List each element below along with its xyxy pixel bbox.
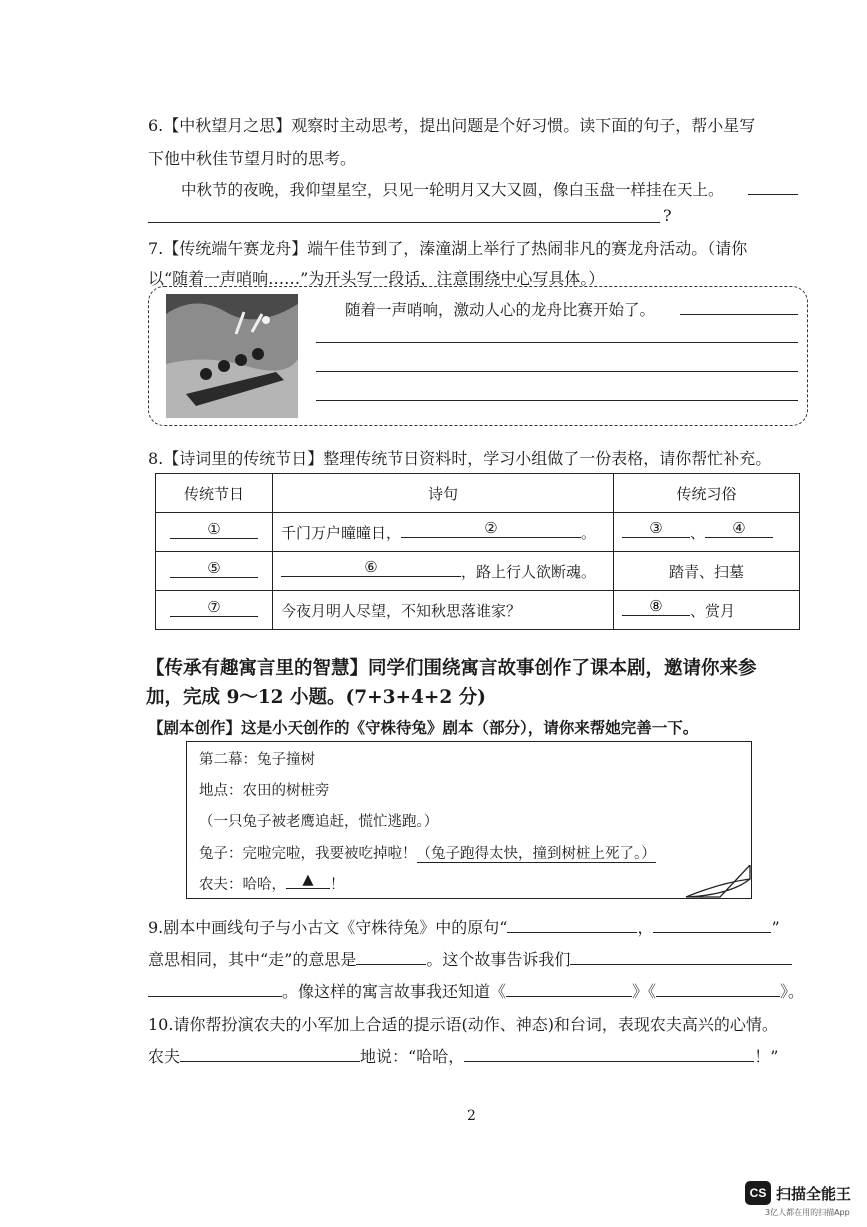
q9-blank-7[interactable] xyxy=(656,980,780,997)
q7-answer-line-3[interactable] xyxy=(316,371,798,372)
header-custom: 传统习俗 xyxy=(614,474,800,513)
q9-line1: 9.剧本中画线句子与小古文《守株待兔》中的原句“ ， ” xyxy=(148,918,780,937)
q7-answer-line-2[interactable] xyxy=(316,342,798,343)
page-curl-icon xyxy=(680,865,754,901)
custom-text: 踏青、扫墓 xyxy=(614,552,800,591)
watermark-title: 扫描全能王 xyxy=(776,1185,852,1203)
script-farmer-line: 农夫：哈哈， ▲ ！ xyxy=(199,872,345,893)
q7-prompt-line1: 7.【传统端午赛龙舟】端午佳节到了，溱潼湖上举行了热闹非凡的赛龙舟活动。（请你 xyxy=(148,239,748,258)
q7-answer-line-1[interactable] xyxy=(680,314,798,315)
blank-7[interactable]: ⑦ xyxy=(170,600,258,617)
q9-blank-6[interactable] xyxy=(506,980,632,997)
q6-prompt-line2: 下他中秋佳节望月时的思考。 xyxy=(148,149,357,168)
festival-table xyxy=(155,473,800,630)
q10-blank-2[interactable] xyxy=(464,1045,754,1062)
q6-answer-line-2[interactable] xyxy=(148,222,660,223)
script-act: 第二幕：兔子撞树 xyxy=(199,752,315,768)
poem-text: ，路上行人欲断魂。 xyxy=(461,563,597,581)
script-subheading: 【剧本创作】这是小天创作的《守株待兔》剧本（部分），请你来帮她完善一下。 xyxy=(148,718,699,737)
q7-starter-sentence: 随着一声哨响，激动人心的龙舟比赛开始了。 xyxy=(345,301,656,319)
q9-blank-5[interactable] xyxy=(148,980,282,997)
poem-text: 今夜月明人尽望，不知秋思落谁家？ xyxy=(273,591,614,630)
blank-1[interactable]: ① xyxy=(170,522,258,539)
header-poem: 诗句 xyxy=(273,474,614,513)
table-row: ⑦ 今夜月明人尽望，不知秋思落谁家？ ⑧ 、赏月 xyxy=(156,591,800,630)
q9-blank-3[interactable] xyxy=(356,948,426,965)
dragon-boat-photo xyxy=(166,294,298,418)
table-row: ① 千门万户曈曈日， ② 。 ③ 、 ④ xyxy=(156,513,800,552)
cs-logo-icon: CS xyxy=(745,1181,771,1205)
q9-blank-4[interactable] xyxy=(570,948,792,965)
header-festival: 传统节日 xyxy=(156,474,273,513)
q6-sentence: 中秋节的夜晚，我仰望星空，只见一轮明月又大又圆，像白玉盘一样挂在天上。 xyxy=(181,181,724,199)
section-heading-line2: 加，完成 9～12 小题。(7+3+4+2 分) xyxy=(146,687,486,708)
q6-answer-line-1[interactable] xyxy=(748,194,798,195)
q10-line2: 农夫 地说：“哈哈， ！” xyxy=(148,1047,779,1066)
q7-answer-line-4[interactable] xyxy=(316,400,798,401)
q10-prompt: 10.请你帮扮演农夫的小军加上合适的提示语(动作、神态)和台词，表现农夫高兴的心情。 xyxy=(148,1015,778,1034)
page-number: 2 xyxy=(467,1108,476,1124)
script-box xyxy=(186,741,752,899)
q9-line2: 意思相同，其中“走”的意思是 。这个故事告诉我们 xyxy=(148,947,792,970)
blank-8[interactable]: ⑧ xyxy=(622,599,690,616)
blank-6[interactable]: ⑥ xyxy=(281,560,461,577)
script-place: 地点：农田的树桩旁 xyxy=(199,783,330,799)
q9-blank-2[interactable] xyxy=(653,916,771,933)
q7-prompt-line2: 以“随着一声哨响……”为开头写一段话，注意围绕中心写具体。） xyxy=(148,269,605,288)
q9-line3: 。像这样的寓言故事我还知道《 》《 》。 xyxy=(148,979,804,1002)
festival-table-header xyxy=(156,474,800,513)
watermark-subtitle: 3亿人都在用的扫描App xyxy=(765,1208,850,1217)
table-row xyxy=(156,552,800,591)
script-rabbit-line: 兔子：完啦完啦，我要被吃掉啦！（兔子跑得太快，撞到树桩上死了。） xyxy=(199,846,656,862)
farmer-blank[interactable]: ▲ xyxy=(286,872,330,889)
blank-3[interactable]: ③ xyxy=(622,521,690,538)
section-heading-line1: 【传承有趣寓言里的智慧】同学们围绕寓言故事创作了课本剧，邀请你来参 xyxy=(146,658,757,679)
poem-text: 千门万户曈曈日， xyxy=(281,524,402,542)
q10-blank-1[interactable] xyxy=(180,1045,360,1062)
blank-5[interactable]: ⑤ xyxy=(170,561,258,578)
blank-2[interactable]: ② xyxy=(401,521,581,538)
q6-question-mark: ? xyxy=(663,206,672,225)
q9-blank-1[interactable] xyxy=(507,916,637,933)
q6-prompt-line1: 6.【中秋望月之思】观察时主动思考，提出问题是个好习惯。读下面的句子，帮小星写 xyxy=(148,116,756,135)
underlined-sentence: （兔子跑得太快，撞到树桩上死了。） xyxy=(416,846,656,862)
q8-prompt: 8.【诗词里的传统节日】整理传统节日资料时，学习小组做了一份表格，请你帮忙补充。 xyxy=(148,449,772,468)
blank-4[interactable]: ④ xyxy=(705,521,773,538)
script-stage-direction: （一只兔子被老鹰追赶，慌忙逃跑。） xyxy=(199,814,439,830)
